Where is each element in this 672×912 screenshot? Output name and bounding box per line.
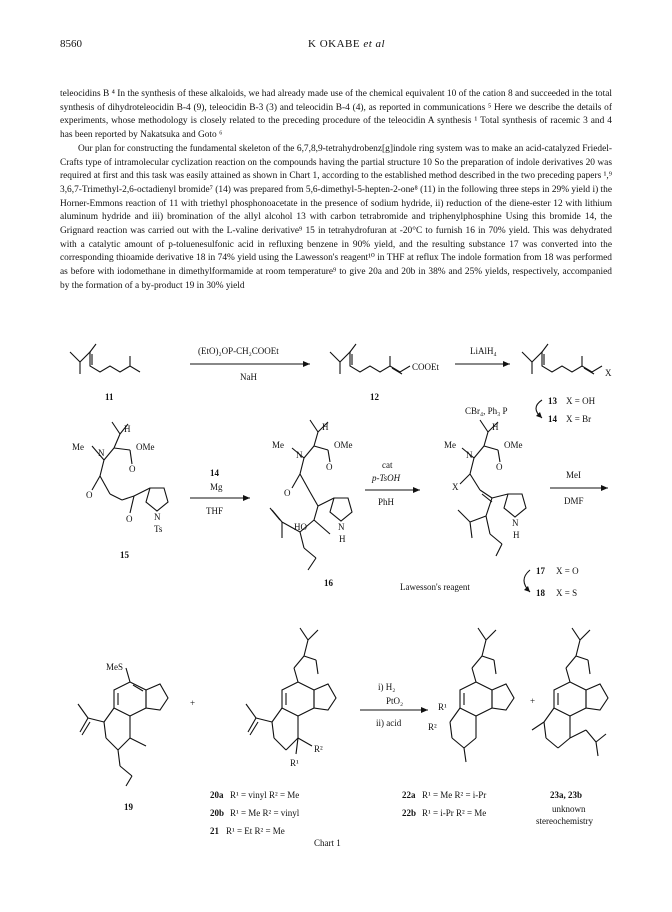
label-13-x: X = OH [566, 396, 596, 406]
label-14-x: X = Br [566, 414, 592, 424]
atom-o-15b: O [86, 490, 93, 500]
label-18-x: X = S [556, 588, 578, 598]
reagent-mg: Mg [210, 482, 223, 492]
label-13: 13 [548, 396, 557, 406]
atom-o-15c: O [126, 514, 133, 524]
atom-ome-15: OMe [136, 442, 155, 452]
label-20b-num: 20b [210, 808, 225, 818]
atom-x: X [605, 368, 612, 378]
label-20a-num: 20a [210, 790, 224, 800]
reagent-pto2: PtO₂ [386, 696, 404, 706]
atom-r2-20: R² [314, 744, 323, 754]
reagent-cbr4: CBr₄, Ph₃ P [465, 406, 508, 416]
structure-20 [246, 628, 336, 754]
label-19: 19 [124, 802, 133, 812]
label-16: 16 [324, 578, 333, 588]
chart-title: Chart 1 [314, 838, 341, 848]
structure-13-14 [522, 344, 602, 374]
reagent-dmf: DMF [564, 496, 584, 506]
label-22b-num: 22b [402, 808, 417, 818]
atom-o-16: O [326, 462, 333, 472]
label-12: 12 [370, 392, 379, 402]
atom-h-16b: H [339, 534, 346, 544]
atom-r1-20: R¹ [290, 758, 299, 768]
atom-ome-16: OMe [334, 440, 353, 450]
atom-me-15: Me [72, 442, 84, 452]
label-18: 18 [536, 588, 545, 598]
atom-o-17: O [496, 462, 503, 472]
atom-ho-16: HO [294, 522, 307, 532]
label-23: 23a, 23b [550, 790, 583, 800]
label-20a: R¹ = vinyl R² = Me [230, 790, 300, 800]
paragraph-1: teleocidins B ⁴ In the synthesis of these alkaloids, we had already made use of the chemical equivalent 10 of the cation 8 and succeeded in the total synthesis of dihydroteleocidin B-4 (9), teleocidin B-3 (3) and teleocidin B-4 (4), as reported in communications ⁵ Here we describe the details of experiments, whose methodology is closely related to the preceding procedure of the teleocidin A synthesis ¹ Total synthesis of racemic 3 and 4 has been reported by Nakatsuka and Goto ⁶ [60, 89, 612, 141]
atom-n-17b: N [512, 518, 519, 528]
atom-me-16: Me [272, 440, 284, 450]
label-22a: R¹ = Me R² = i-Pr [422, 790, 487, 800]
reagent-ptsoh: p-TsOH [372, 473, 401, 483]
label-20b: R¹ = Me R² = vinyl [230, 808, 300, 818]
plus-1: + [190, 698, 196, 708]
atom-n-16b: N [338, 522, 345, 532]
atom-n-17: N [466, 450, 473, 460]
label-21: R¹ = Et R² = Me [226, 826, 285, 836]
atom-n-16: N [296, 450, 303, 460]
running-head-author: K OKABE [308, 38, 361, 50]
label-23-unknown: unknown [552, 804, 586, 814]
label-14: 14 [548, 414, 557, 424]
atom-o-16b: O [284, 488, 291, 498]
reagent-14: 14 [210, 468, 219, 478]
label-15: 15 [120, 550, 129, 560]
label-22b: R¹ = i-Pr R² = Me [422, 808, 487, 818]
reagent-mei: MeI [566, 470, 581, 480]
reagent-acid: ii) acid [376, 718, 402, 728]
atom-r1-22: R¹ [438, 702, 447, 712]
label-17-x: X = O [556, 566, 579, 576]
structure-22 [450, 628, 514, 762]
atom-me-17: Me [444, 440, 456, 450]
atom-h-16: H [322, 422, 329, 432]
reagent-horner: (EtO)₂OP-CH₂COOEt [198, 346, 279, 356]
paragraph-2: Our plan for constructing the fundamental skeleton of the 6,7,8,9-tetrahydrobenz[g]indole ring system was to make an acid-catalyzed Friedel-Crafts type of intramolecular cyclization reaction on the compounds having the partial structure 10 So the preparation of indole derivatives 20 was required at first and this task was easily attained as shown in Chart 1, according to the established method described in the two preceding papers ¹,⁹ 3,6,7-Trimethyl-2,6-octadienyl bromide⁷ (14) was prepared from 5,6-dimethyl-5-hepten-2-one⁸ (11) in the following three steps in 29% yield i) the Horner-Emmons reaction of 11 with triethyl phosphonoacetate in the presence of sodium hydride, ii) reduction of the diene-ester 12 with lithium aluminum hydride and iii) bromination of the allyl alcohol 13 with carbon tetrabromide and triphenylphosphine Using this bromide 14, the Grignard reaction was carried out with the L-valine derivative⁹ 15 in tetrahydrofuran at -20°C to furnish 16 in 70% yield. This was dehydrated with a catalytic amount of p-toluenesulfonic acid in refluxing benzene in 90% yield, and the resulting substance 17 was converted into the corresponding thioamide derivative 18 in 74% yield using the Lawesson's reagent¹⁰ in THF at reflux The indole formation from 18 was performed as before with iodomethane in dimethylformamide at room temperature⁹ to give 20a and 20b in 38% and 25% yields, respectively, accompanied by the formation of a by-product 19 in 30% yield [60, 143, 612, 291]
structure-12 [330, 344, 410, 374]
running-head [308, 38, 385, 50]
reaction-scheme-svg [60, 338, 620, 858]
structure-23 [532, 628, 608, 756]
reagent-thf: THF [206, 506, 224, 516]
label-11: 11 [105, 392, 114, 402]
reagent-phh: PhH [378, 497, 395, 507]
plus-2: + [530, 696, 536, 706]
atom-x-17: X [452, 482, 459, 492]
chart-1-scheme [60, 338, 620, 858]
body-text [60, 88, 612, 294]
reagent-cat: cat [382, 460, 393, 470]
reagent-nah: NaH [240, 372, 257, 382]
atom-r2-22: R² [428, 722, 437, 732]
atom-n-15b: N [154, 512, 161, 522]
label-17: 17 [536, 566, 545, 576]
atom-n-15: N [98, 448, 105, 458]
atom-ts-15: Ts [154, 524, 163, 534]
label-21-num: 21 [210, 826, 219, 836]
structure-11 [70, 344, 140, 374]
atom-h-17: H [492, 422, 499, 432]
running-head-etal: et al [363, 38, 386, 50]
group-cooet: COOEt [412, 362, 439, 372]
page-number: 8560 [60, 38, 82, 50]
atom-h-15: H [124, 424, 131, 434]
atom-ome-17: OMe [504, 440, 523, 450]
atom-h-17b: H [513, 530, 520, 540]
reagent-h2: i) H₂ [378, 682, 396, 692]
reagent-lawesson: Lawesson's reagent [400, 582, 470, 592]
atom-o-15a: O [129, 464, 136, 474]
atom-mes-19: MeS [106, 662, 124, 672]
label-23-stereo: stereochemistry [536, 816, 593, 826]
reagent-lialh4: LiAlH₄ [470, 346, 497, 356]
structure-19 [78, 668, 168, 786]
label-22a-num: 22a [402, 790, 416, 800]
